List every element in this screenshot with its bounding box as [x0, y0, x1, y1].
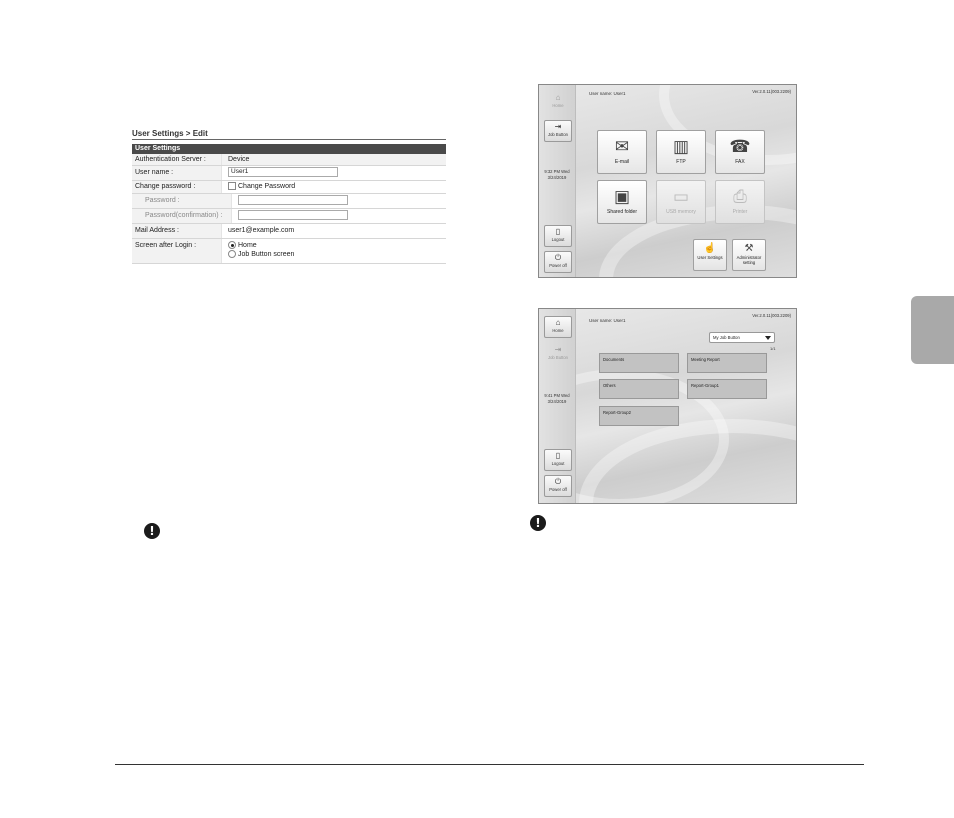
- power-off-label: Power off: [549, 263, 567, 268]
- power-off-button[interactable]: [544, 475, 572, 497]
- password-input[interactable]: [238, 195, 348, 205]
- user-name-display: User name: User1: [589, 318, 626, 323]
- printer-icon: ⎙: [733, 187, 747, 206]
- printer-tile[interactable]: [715, 180, 765, 224]
- user-name-label: User name :: [132, 166, 222, 180]
- job-button-report-group1[interactable]: Report-Group1: [687, 379, 767, 399]
- clock-date: 3/24/2019: [547, 174, 567, 180]
- job-button-others[interactable]: Others: [599, 379, 679, 399]
- clock-time: 9:41 PM Wed: [544, 393, 570, 398]
- warning-icon: !: [144, 523, 160, 539]
- page-indicator: 1/1: [770, 346, 776, 351]
- mail-address-value: user1@example.com: [222, 224, 446, 238]
- logout-button[interactable]: [544, 225, 572, 247]
- auth-server-label: Authentication Server :: [132, 154, 222, 165]
- screen-after-login-row: [132, 239, 446, 264]
- footer-divider: [115, 764, 864, 765]
- clock-date: 3/24/2019: [547, 398, 567, 404]
- radio-job-button[interactable]: [228, 250, 236, 258]
- password-confirmation-input[interactable]: [238, 210, 348, 220]
- job-button-button[interactable]: [544, 344, 572, 366]
- home-screen-panel: [538, 84, 797, 278]
- dropdown-value: My Job Button: [713, 335, 740, 340]
- screen-after-login-label: Screen after Login :: [132, 239, 222, 263]
- job-button-label: Job Button: [547, 355, 569, 360]
- fax-tile-label: FAX: [735, 159, 745, 165]
- power-off-button[interactable]: [544, 251, 572, 273]
- shared-folder-tile-label: Shared folder: [606, 209, 638, 215]
- sidebar: [539, 309, 576, 503]
- password-confirmation-label: Password(confirmation) :: [132, 209, 232, 223]
- mail-address-label: Mail Address :: [132, 224, 222, 238]
- home-button[interactable]: [544, 92, 572, 114]
- shared-folder-tile[interactable]: [597, 180, 647, 224]
- envelope-icon: ✉: [614, 137, 630, 156]
- change-password-checkbox[interactable]: [228, 182, 236, 190]
- password-confirmation-row: [132, 209, 446, 224]
- home-button[interactable]: [544, 316, 572, 338]
- radio-home-label: Home: [238, 242, 257, 249]
- printer-tile-label: Printer: [732, 209, 748, 215]
- logout-label: Logout: [551, 237, 565, 242]
- job-button-dropdown[interactable]: [709, 332, 775, 343]
- job-button-screen-panel: [538, 308, 797, 504]
- server-icon: ▥: [672, 137, 690, 156]
- administrator-setting-button[interactable]: [732, 239, 766, 271]
- user-settings-form: [132, 144, 446, 264]
- breadcrumb: User Settings > Edit: [132, 129, 208, 138]
- auth-server-value: Device: [222, 154, 446, 165]
- clock: [539, 393, 575, 404]
- change-password-row: [132, 181, 446, 194]
- chevron-down-icon: [765, 336, 771, 340]
- job-button-icon: ⇥: [554, 122, 562, 131]
- user-settings-icon: ☝: [703, 243, 717, 254]
- home-button-label: Home: [552, 103, 564, 108]
- clock-time: 9:32 PM Wed: [544, 169, 570, 174]
- fax-tile[interactable]: [715, 130, 765, 174]
- radio-job-button-option[interactable]: [228, 250, 446, 259]
- radio-job-button-label: Job Button screen: [238, 251, 295, 258]
- job-button-meeting-report[interactable]: Meeting Report: [687, 353, 767, 373]
- power-icon: ⏻: [554, 253, 562, 262]
- user-name-display: User name: User1: [589, 91, 626, 96]
- home-icon: ⌂: [555, 318, 561, 327]
- power-icon: ⏻: [554, 477, 562, 486]
- user-name-row: [132, 166, 446, 181]
- home-button-label: Home: [552, 328, 564, 333]
- ftp-tile-label: FTP: [676, 159, 686, 165]
- tools-icon: ⚒: [744, 243, 754, 254]
- version-label: Ver.2.0.11(003.2209): [752, 313, 791, 318]
- warning-icon: !: [530, 515, 546, 531]
- auth-server-row: [132, 154, 446, 166]
- job-button-documents[interactable]: Documents: [599, 353, 679, 373]
- power-off-label: Power off: [549, 487, 567, 492]
- password-row: [132, 194, 446, 209]
- job-button-label: Job Button: [547, 132, 569, 137]
- change-password-label: Change password :: [132, 181, 222, 193]
- change-password-checkbox-label: Change Password: [238, 183, 296, 190]
- user-name-input[interactable]: User1: [228, 167, 338, 177]
- clock: [539, 169, 575, 180]
- radio-home-option[interactable]: [228, 241, 446, 250]
- fax-icon: ☎: [729, 137, 751, 156]
- logout-icon: ▯: [555, 451, 561, 460]
- home-icon: ⌂: [555, 93, 561, 102]
- user-settings-button[interactable]: [693, 239, 727, 271]
- usb-icon: ▭: [672, 187, 690, 206]
- computer-icon: ▣: [613, 187, 631, 206]
- section-header: User Settings: [132, 144, 446, 154]
- user-settings-label: User Settings: [697, 255, 723, 260]
- usb-memory-tile-label: USB memory: [666, 209, 696, 215]
- mail-address-row: [132, 224, 446, 239]
- sidebar: [539, 85, 576, 277]
- email-tile-label: E-mail: [614, 159, 630, 165]
- admin-setting-label-2: setting: [742, 260, 756, 265]
- logout-icon: ▯: [555, 227, 561, 236]
- email-tile[interactable]: [597, 130, 647, 174]
- job-button-report-group2[interactable]: Report-Group2: [599, 406, 679, 426]
- admin-setting-label-1: Administrator: [736, 255, 762, 260]
- usb-memory-tile[interactable]: [656, 180, 706, 224]
- radio-home[interactable]: [228, 241, 236, 249]
- job-button-button[interactable]: [544, 120, 572, 142]
- logout-label: Logout: [551, 461, 565, 466]
- logout-button[interactable]: [544, 449, 572, 471]
- title-divider: [132, 139, 446, 140]
- version-label: Ver.2.0.11(003.2209): [752, 89, 791, 94]
- ftp-tile[interactable]: [656, 130, 706, 174]
- password-label: Password :: [132, 194, 232, 208]
- chapter-tab: [911, 296, 954, 364]
- job-button-icon: ⇥: [554, 345, 562, 354]
